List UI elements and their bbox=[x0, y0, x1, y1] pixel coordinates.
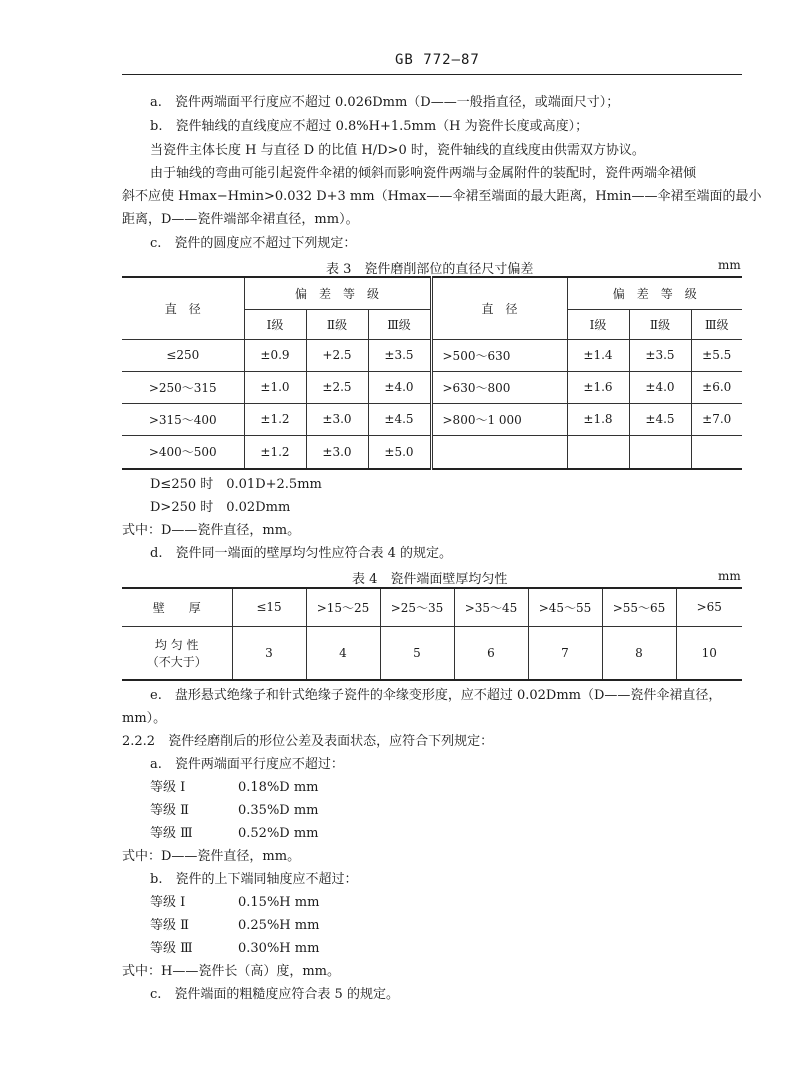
table4-cell: 4 bbox=[306, 626, 380, 680]
clause-c2: c. 瓷件端面的粗糙度应符合表 5 的规定。 bbox=[150, 987, 399, 1002]
table3-header-diameter-right: 直 径 bbox=[431, 277, 567, 339]
clause-a2: a. 瓷件两端面平行度应不超过： bbox=[150, 757, 344, 772]
table3-grade2-right: Ⅱ级 bbox=[629, 309, 691, 339]
grade-value: 0.30%H mm bbox=[238, 941, 320, 956]
table3-cell: >315～400 bbox=[122, 403, 244, 435]
table3-cell: ±7.0 bbox=[691, 403, 742, 435]
table-row bbox=[122, 403, 742, 435]
table3-header-diameter-left: 直 径 bbox=[122, 277, 244, 339]
table4-unit: mm bbox=[718, 569, 741, 583]
grade-value: 0.15%H mm bbox=[238, 895, 320, 910]
table3-cell: >630～800 bbox=[431, 371, 567, 403]
formula-1: D≤250 时 0.01D+2.5mm bbox=[150, 477, 322, 492]
table3-cell: ±4.5 bbox=[368, 403, 431, 435]
table4-header-thickness: 壁 厚 bbox=[122, 588, 232, 626]
formula-note: 式中：D——瓷件直径，mm。 bbox=[122, 523, 301, 538]
grade-label: 等级 Ⅱ bbox=[150, 803, 189, 818]
table4-cell: 6 bbox=[454, 626, 528, 680]
table3-cell: ±4.5 bbox=[629, 403, 691, 435]
table3-cell: ±5.5 bbox=[691, 339, 742, 371]
table4-col: >15～25 bbox=[306, 588, 380, 626]
paragraph-4: 距离，D——瓷件端部伞裙直径，mm）。 bbox=[122, 212, 359, 227]
clause-c1: c. 瓷件的圆度应不超过下列规定： bbox=[150, 236, 357, 251]
grade-label: 等级 Ⅰ bbox=[150, 895, 186, 910]
table3-cell: ±2.5 bbox=[306, 371, 368, 403]
table4-cell: 10 bbox=[676, 626, 742, 680]
table3-cell: >800～1 000 bbox=[431, 403, 567, 435]
table3-cell: ±4.0 bbox=[629, 371, 691, 403]
table3-cell bbox=[431, 435, 567, 469]
table3-cell: ±4.0 bbox=[368, 371, 431, 403]
table3 bbox=[122, 276, 742, 470]
table3-cell: ±1.4 bbox=[567, 339, 629, 371]
table3-cell: ±1.2 bbox=[244, 435, 306, 469]
table4-caption: 表 4 瓷件端面壁厚均匀性 bbox=[352, 572, 508, 587]
table3-cell bbox=[629, 435, 691, 469]
table4-row-label-line2: （不大于） bbox=[146, 654, 207, 669]
table3-header-grade-left: 偏 差 等 级 bbox=[244, 277, 431, 309]
paragraph-1: 当瓷件主体长度 H 与直径 D 的比值 H/D>0 时，瓷件轴线的直线度由供需双方协议。 bbox=[150, 143, 645, 158]
table4-col: >35～45 bbox=[454, 588, 528, 626]
table4-cell: 3 bbox=[232, 626, 306, 680]
table3-grade1: Ⅰ级 bbox=[244, 309, 306, 339]
clause-b2-note: 式中：H——瓷件长（高）度，mm。 bbox=[122, 964, 340, 979]
table4-col: >65 bbox=[676, 588, 742, 626]
table4-cell: 8 bbox=[602, 626, 676, 680]
table3-cell: ±3.5 bbox=[368, 339, 431, 371]
table4-cell: 5 bbox=[380, 626, 454, 680]
table3-cell: ±1.6 bbox=[567, 371, 629, 403]
table3-caption: 表 3 瓷件磨削部位的直径尺寸偏差 bbox=[326, 262, 534, 277]
grade-value: 0.35%D mm bbox=[238, 803, 319, 818]
table4-row-label-line1: 均 匀 性 bbox=[154, 637, 199, 652]
clause-d1: d. 瓷件同一端面的壁厚均匀性应符合表 4 的规定。 bbox=[150, 546, 452, 561]
table3-cell: ±3.0 bbox=[306, 403, 368, 435]
table3-cell bbox=[691, 435, 742, 469]
table-row bbox=[122, 626, 742, 680]
grade-value: 0.18%D mm bbox=[238, 780, 319, 795]
table4 bbox=[122, 587, 742, 681]
table3-cell: ±3.0 bbox=[306, 435, 368, 469]
table3-cell: ±5.0 bbox=[368, 435, 431, 469]
grade-label: 等级 Ⅲ bbox=[150, 941, 193, 956]
paragraph-2: 由于轴线的弯曲可能引起瓷件伞裙的倾斜而影响瓷件两端与金属附件的装配时，瓷件两端伞裙倾 bbox=[150, 166, 697, 181]
table-row bbox=[122, 371, 742, 403]
paragraph-3: 斜不应使 Hmax−Hmin>0.032 D+3 mm（Hmax——伞裙至端面的最大距离，Hmin——伞裙至端面的最小 bbox=[122, 189, 762, 204]
clause-e1: e. 盘形悬式绝缘子和针式绝缘子瓷件的伞缘变形度，应不超过 0.02Dmm（D——瓷件伞裙直径， bbox=[150, 688, 722, 703]
table3-cell: ≤250 bbox=[122, 339, 244, 371]
table3-cell: ±0.9 bbox=[244, 339, 306, 371]
table3-cell: >250～315 bbox=[122, 371, 244, 403]
table4-col: ≤15 bbox=[232, 588, 306, 626]
table3-cell: >400～500 bbox=[122, 435, 244, 469]
section-2-2-2: 2.2.2 瓷件经磨削后的形位公差及表面状态，应符合下列规定： bbox=[122, 734, 494, 749]
table3-cell: +2.5 bbox=[306, 339, 368, 371]
grade-label: 等级 Ⅲ bbox=[150, 826, 193, 841]
clause-b2: b. 瓷件的上下端同轴度应不超过： bbox=[150, 872, 358, 887]
table3-cell bbox=[567, 435, 629, 469]
table3-cell: >500～630 bbox=[431, 339, 567, 371]
clause-a1: a. 瓷件两端面平行度应不超过 0.026Dmm（D——一般指直径，或端面尺寸）； bbox=[150, 95, 620, 110]
formula-2: D>250 时 0.02Dmm bbox=[150, 500, 291, 515]
clause-e1-cont: mm）。 bbox=[122, 711, 167, 726]
table4-col: >25～35 bbox=[380, 588, 454, 626]
table3-unit: mm bbox=[718, 258, 741, 272]
table3-cell: ±1.8 bbox=[567, 403, 629, 435]
table3-cell: ±1.0 bbox=[244, 371, 306, 403]
grade-value: 0.52%D mm bbox=[238, 826, 319, 841]
table4-cell: 7 bbox=[528, 626, 602, 680]
table3-header-grade-right: 偏 差 等 级 bbox=[567, 277, 742, 309]
table3-cell: ±3.5 bbox=[629, 339, 691, 371]
grade-label: 等级 Ⅱ bbox=[150, 918, 189, 933]
header-rule bbox=[122, 74, 742, 75]
table-row bbox=[122, 339, 742, 371]
page-header: GB 772—87 bbox=[395, 52, 480, 68]
clause-b1: b. 瓷件轴线的直线度应不超过 0.8%H+1.5mm（H 为瓷件长度或高度）； bbox=[150, 119, 589, 134]
grade-value: 0.25%H mm bbox=[238, 918, 320, 933]
table4-row-label bbox=[122, 626, 232, 680]
table3-cell: ±6.0 bbox=[691, 371, 742, 403]
table4-col: >45～55 bbox=[528, 588, 602, 626]
table4-col: >55～65 bbox=[602, 588, 676, 626]
table3-grade1-right: Ⅰ级 bbox=[567, 309, 629, 339]
table3-grade2: Ⅱ级 bbox=[306, 309, 368, 339]
table3-grade3-right: Ⅲ级 bbox=[691, 309, 742, 339]
grade-label: 等级 Ⅰ bbox=[150, 780, 186, 795]
clause-a2-note: 式中：D——瓷件直径，mm。 bbox=[122, 849, 301, 864]
table3-grade3: Ⅲ级 bbox=[368, 309, 431, 339]
table-row bbox=[122, 435, 742, 469]
table3-cell: ±1.2 bbox=[244, 403, 306, 435]
